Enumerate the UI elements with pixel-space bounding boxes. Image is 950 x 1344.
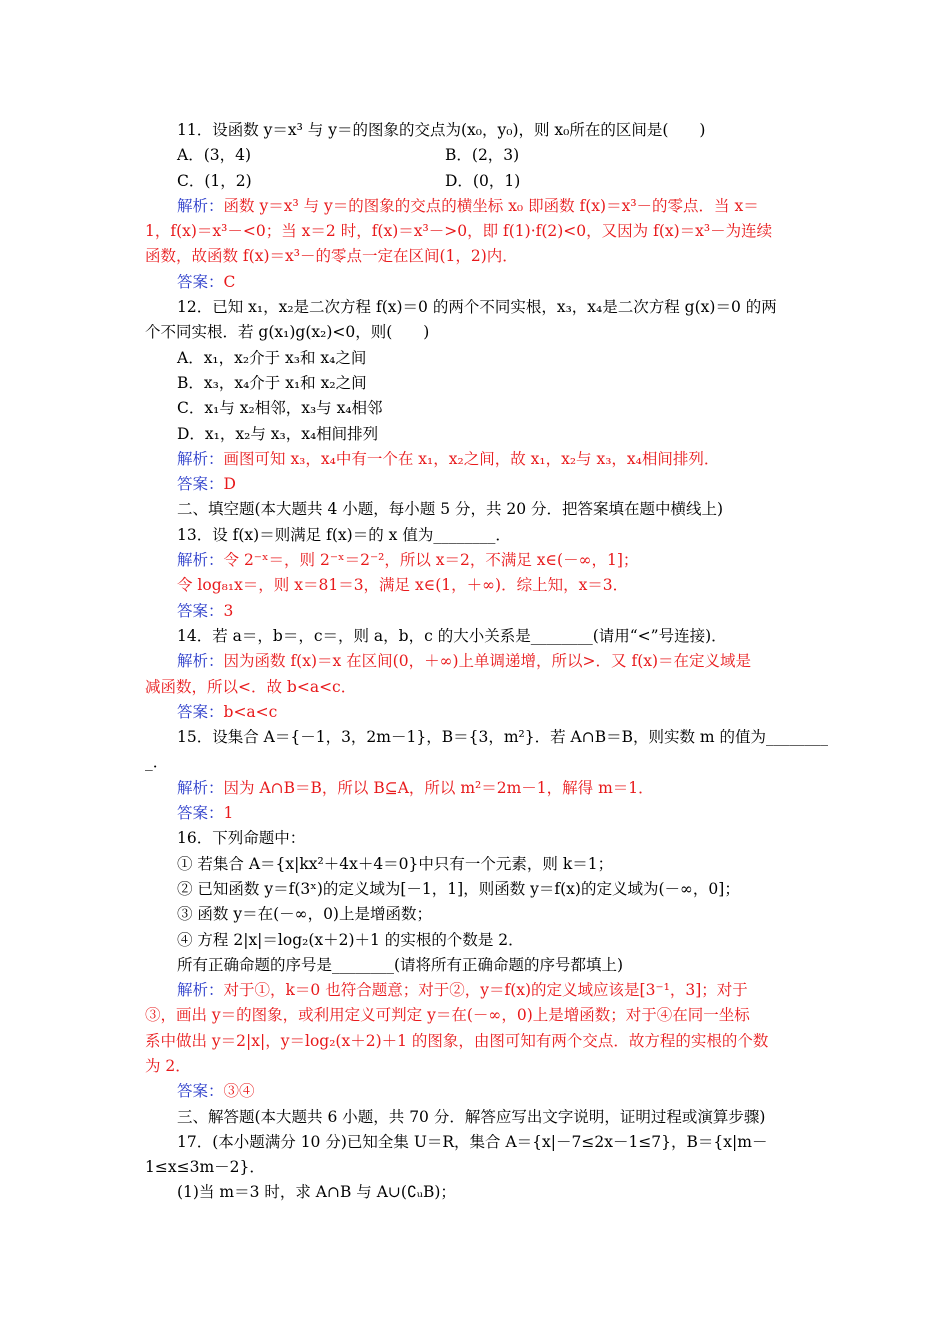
question-text: B．(2，3) — [445, 146, 520, 165]
question-text: 13．设 f(x)＝则满足 f(x)＝的 x 值为________． — [177, 525, 511, 544]
text-line — [145, 1105, 813, 1130]
solution-text: 为 2． — [145, 1056, 191, 1075]
question-text: A．(3，4) — [177, 146, 252, 165]
text-line — [145, 928, 813, 953]
text-line — [145, 1003, 813, 1028]
answer-label: 解析： — [177, 981, 224, 1000]
question-text: 个不同实根．若 g(x₁)g(x₂)<0，则( ) — [145, 323, 430, 342]
text-line — [145, 1155, 813, 1180]
text-line — [145, 624, 813, 649]
question-text: C．(1，2) — [177, 171, 252, 190]
solution-text: 1，f(x)＝x³－<0；当 x＝2 时，f(x)＝x³－>0，即 f(1)·f(2)<0，又因为 f(x)＝x³－为连续 — [145, 222, 773, 241]
text-line — [145, 852, 813, 877]
answer-label: 答案： — [177, 804, 224, 823]
text-line — [145, 396, 813, 421]
text-line — [145, 675, 813, 700]
text-line — [145, 219, 813, 244]
text-line — [145, 295, 813, 320]
answer-label: 解析： — [177, 196, 224, 215]
text-line — [145, 599, 813, 624]
text-line — [145, 1180, 813, 1205]
text-line — [145, 244, 813, 269]
answer-label: 答案： — [177, 475, 224, 494]
text-line — [145, 1130, 813, 1155]
solution-text: 因为 A∩B＝B，所以 B⊆A，所以 m²＝2m－1，解得 m＝1． — [223, 778, 654, 797]
text-line — [145, 194, 813, 219]
solution-text: b<a<c — [223, 702, 278, 721]
question-text: 二、填空题(本大题共 4 小题，每小题 5 分，共 20 分．把答案填在题中横线上) — [177, 500, 724, 519]
question-text: (1)当 m＝3 时，求 A∩B 与 A∪(∁ᵤB)； — [177, 1183, 456, 1202]
text-line — [145, 801, 813, 826]
question-text: D．x₁，x₂与 x₃，x₄相间排列 — [177, 424, 379, 443]
solution-text: 3 — [223, 601, 234, 620]
question-text: B．x₃，x₄介于 x₁和 x₂之间 — [177, 373, 367, 392]
solution-text: 令 log₈₁x＝，则 x＝81＝3，满足 x∈(1，＋∞)．综上知，x＝3． — [177, 576, 629, 595]
text-line — [145, 320, 813, 345]
answer-label: 答案： — [177, 1082, 224, 1101]
text-line — [145, 953, 813, 978]
text-line — [145, 169, 813, 194]
question-text: 17．(本小题满分 10 分)已知全集 U＝R，集合 A＝{x|－7≤2x－1≤7}，B＝{x|m－ — [177, 1132, 768, 1151]
solution-text: 函数 y＝x³ 与 y＝的图象的交点的横坐标 x₀ 即函数 f(x)＝x³－的零点．当 x＝ — [223, 196, 759, 215]
answer-label: 答案： — [177, 702, 224, 721]
text-line — [145, 548, 813, 573]
solution-text: 1 — [223, 804, 234, 823]
solution-text: 令 2⁻ˣ＝，则 2⁻ˣ＝2⁻²，所以 x＝2，不满足 x∈(－∞，1]； — [223, 551, 639, 570]
text-line — [145, 826, 813, 851]
document-page — [145, 118, 829, 1206]
text-line — [145, 877, 813, 902]
answer-label: 解析： — [177, 652, 224, 671]
question-text: 14．若 a＝，b＝，c＝，则 a，b，c 的大小关系是________(请用“<”号连接)． — [177, 626, 727, 645]
solution-text: 对于①，k＝0 也符合题意；对于②，y＝f(x)的定义域应该是[3⁻¹，3]；对于 — [223, 981, 748, 1000]
text-line — [145, 422, 813, 447]
answer-label: 答案： — [177, 272, 224, 291]
solution-text: D — [223, 475, 236, 494]
text-line — [145, 750, 813, 775]
question-text: D．(0，1) — [445, 171, 521, 190]
question-text: 15．设集合 A＝{－1，3，2m－1}，B＝{3，m²}．若 A∩B＝B，则实数 m 的值为________ — [177, 728, 829, 747]
text-line — [145, 371, 813, 396]
text-line — [145, 346, 813, 371]
question-text: C．x₁与 x₂相邻，x₃与 x₄相邻 — [177, 399, 383, 418]
text-line — [145, 978, 813, 1003]
text-line — [145, 143, 813, 168]
answer-label: 解析： — [177, 778, 224, 797]
solution-text: C — [223, 272, 236, 291]
answer-label: 解析： — [177, 551, 224, 570]
text-line — [145, 447, 813, 472]
text-line — [145, 497, 813, 522]
solution-text: 因为函数 f(x)＝x 在区间(0，＋∞)上单调递增，所以>．又 f(x)＝在定义域是 — [223, 652, 752, 671]
text-line — [145, 902, 813, 927]
text-line — [145, 1029, 813, 1054]
text-line — [145, 523, 813, 548]
text-line — [145, 649, 813, 674]
solution-text: 画图可知 x₃，x₄中有一个在 x₁，x₂之间，故 x₁，x₂与 x₃，x₄相间排列． — [223, 449, 720, 468]
question-text: ④ 方程 2|x|＝log₂(x＋2)＋1 的实根的个数是 2． — [177, 930, 524, 949]
question-text: ② 已知函数 y＝f(3ˣ)的定义域为[－1，1]，则函数 y＝f(x)的定义域为(－∞，0]； — [177, 879, 740, 898]
question-text: _． — [145, 753, 169, 772]
question-text: ① 若集合 A＝{x|kx²＋4x＋4＝0}中只有一个元素，则 k＝1； — [177, 854, 614, 873]
question-text: A．x₁，x₂介于 x₃和 x₄之间 — [177, 348, 367, 367]
solution-text: ③，画出 y＝的图象，或利用定义可判定 y＝在(－∞，0)上是增函数；对于④在同一坐标 — [145, 1006, 750, 1025]
solution-text: ③④ — [223, 1082, 255, 1101]
solution-text: 减函数，所以<．故 b<a<c． — [145, 677, 357, 696]
question-text: 16．下列命题中： — [177, 829, 306, 848]
text-line — [145, 118, 813, 143]
question-text: ③ 函数 y＝在(－∞，0)上是增函数； — [177, 905, 432, 924]
question-text: 三、解答题(本大题共 6 小题，共 70 分．解答应写出文字说明，证明过程或演算步骤) — [177, 1107, 766, 1126]
text-line — [145, 700, 813, 725]
question-text: 1≤x≤3m－2}． — [145, 1158, 265, 1177]
text-line — [145, 725, 829, 750]
text-line — [145, 1079, 813, 1104]
text-line — [145, 776, 813, 801]
answer-label: 答案： — [177, 601, 224, 620]
text-line — [145, 472, 813, 497]
question-text: 11．设函数 y＝x³ 与 y＝的图象的交点为(x₀，y₀)，则 x₀所在的区间是( ) — [177, 121, 706, 139]
text-line — [145, 573, 813, 598]
question-text: 所有正确命题的序号是________(请将所有正确命题的序号都填上) — [177, 955, 624, 974]
text-line — [145, 270, 813, 295]
solution-text: 系中做出 y＝2|x|，y＝log₂(x＋2)＋1 的图象，由图可知有两个交点．故方程的实根的个数 — [145, 1031, 769, 1050]
question-text: 12．已知 x₁，x₂是二次方程 f(x)＝0 的两个不同实根，x₃，x₄是二次方程 g(x)＝0 的两 — [177, 298, 777, 317]
text-line — [145, 1054, 813, 1079]
solution-text: 函数，故函数 f(x)＝x³－的零点一定在区间(1，2)内． — [145, 247, 518, 266]
answer-label: 解析： — [177, 449, 224, 468]
